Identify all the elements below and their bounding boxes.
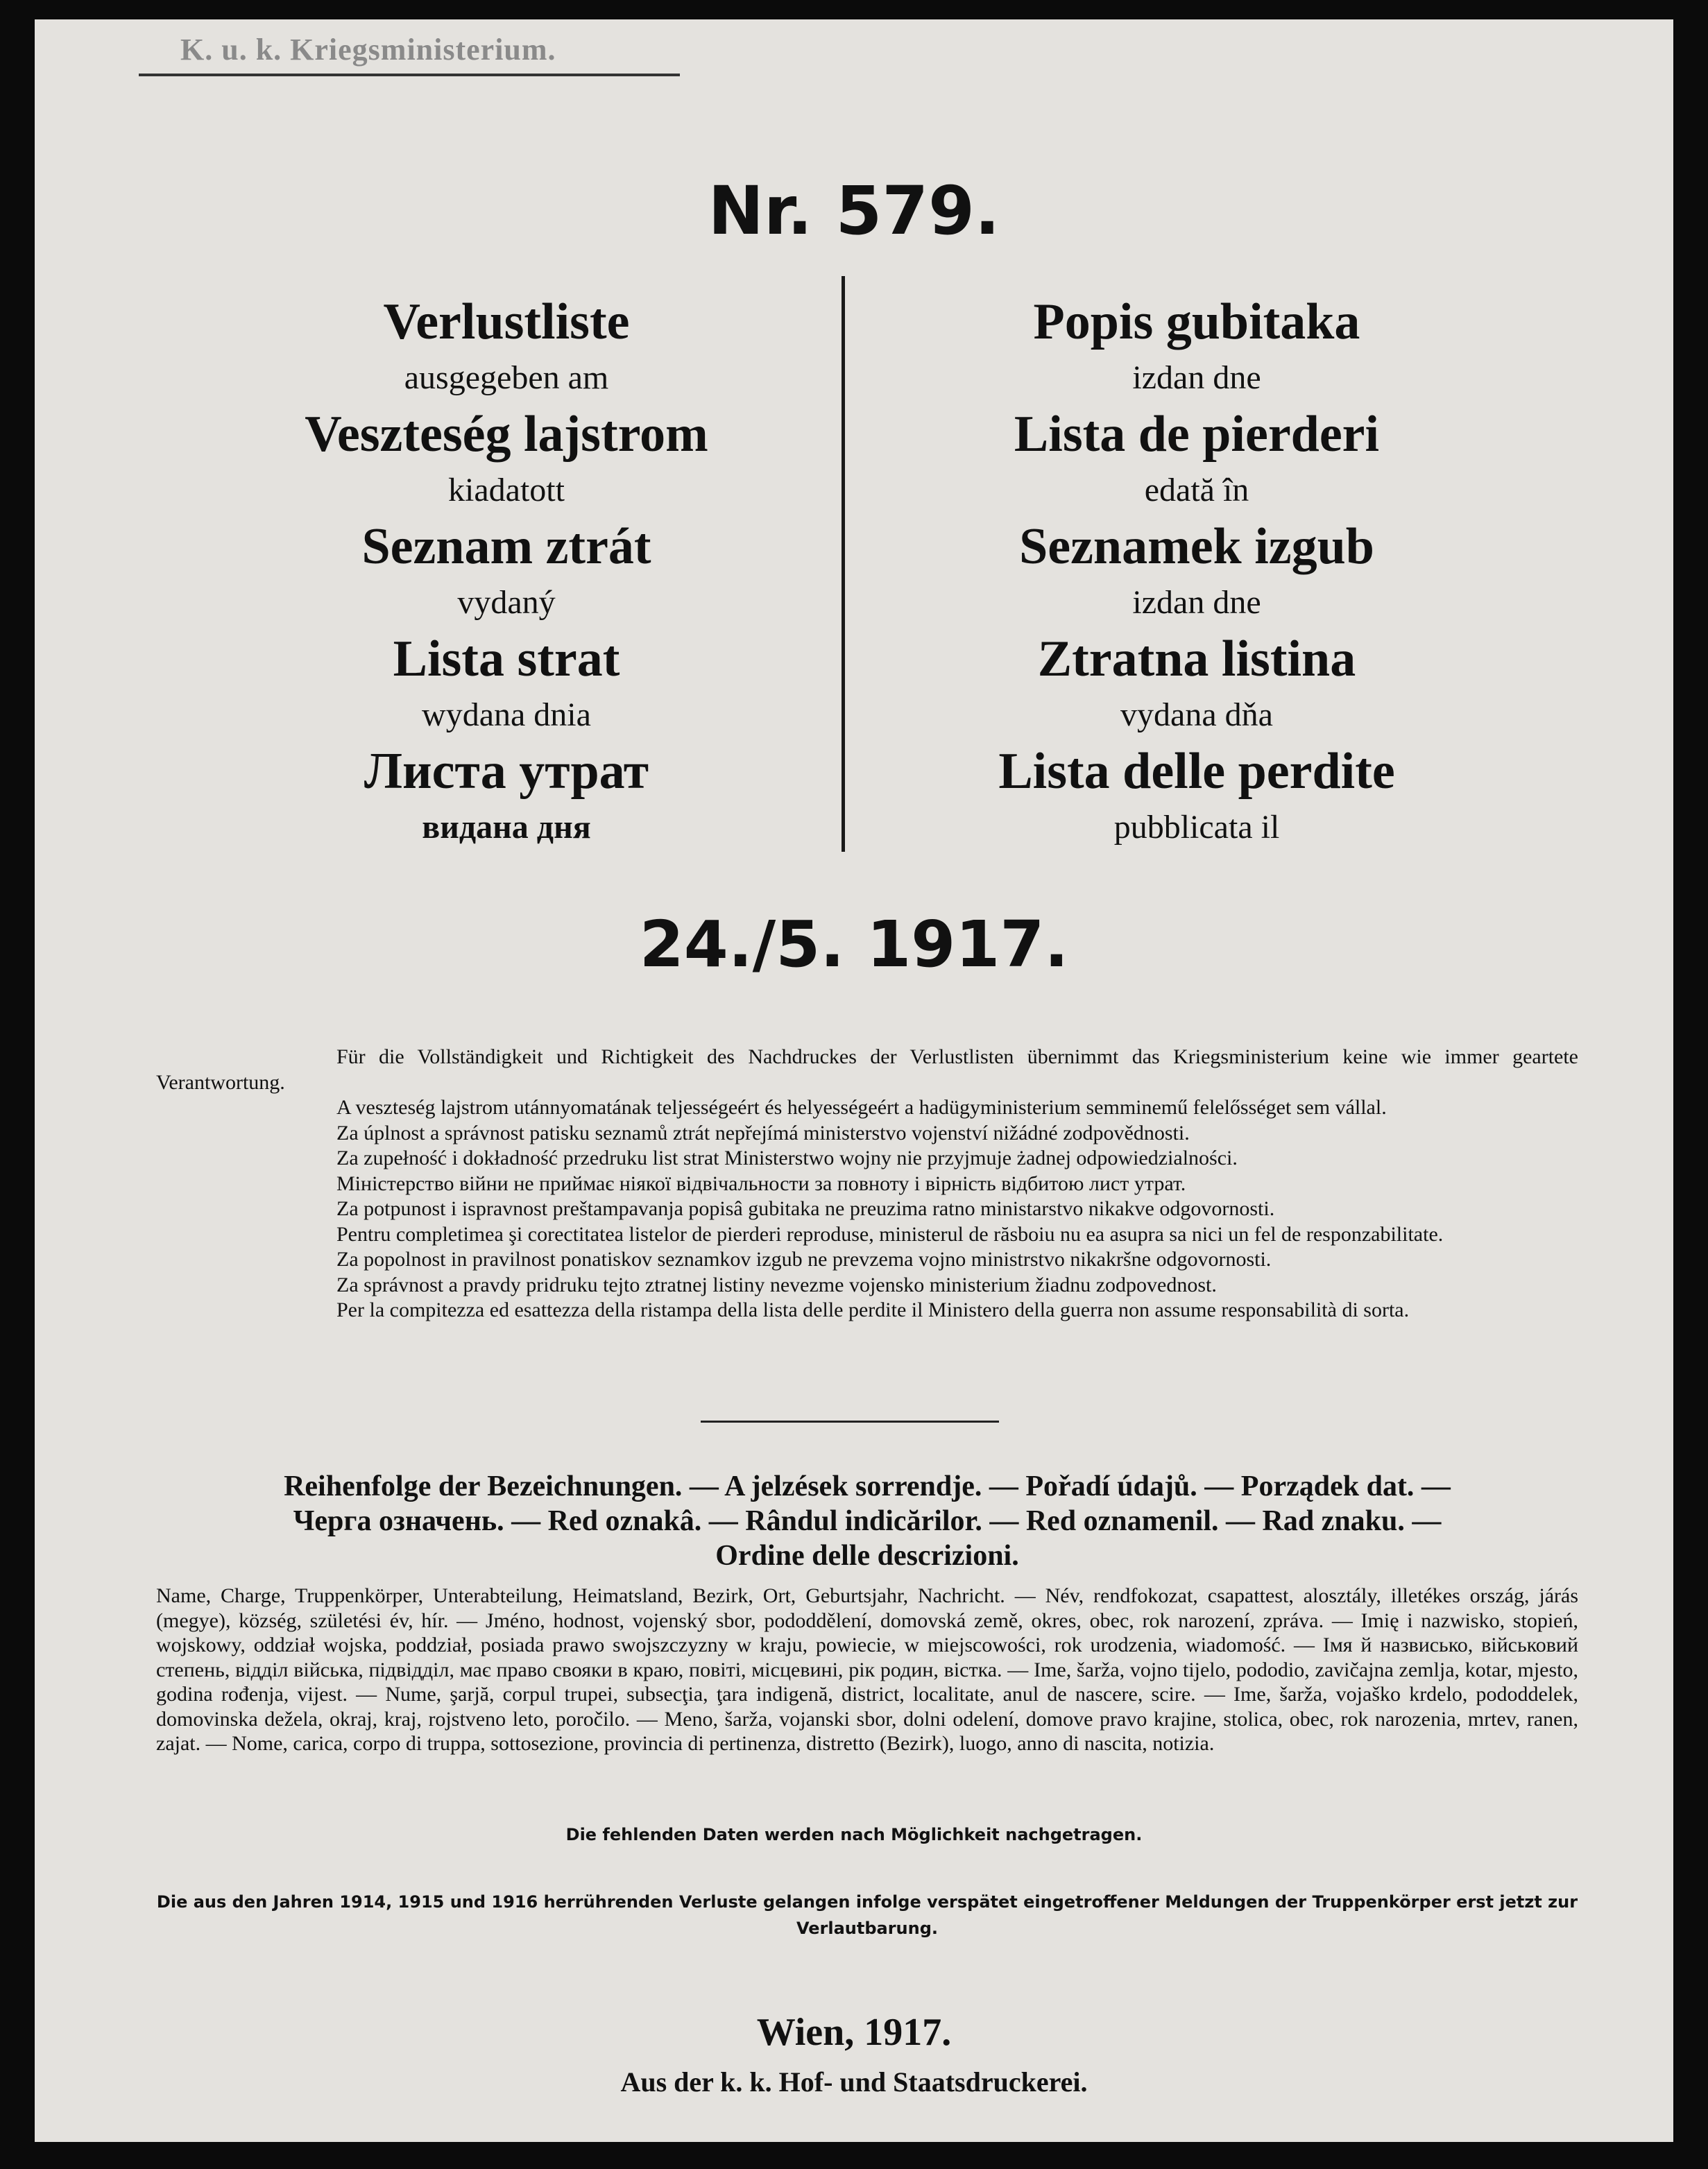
disclaimer-it: Per la compitezza ed esattezza della ristampa della lista delle perdite il Ministero della guerra non assume responsabilità di sorta.: [336, 1298, 1410, 1321]
disclaimer-hr: Za potpunost i ispravnost preštampavanja popisâ gubitaka ne preuzima ratno ministarstvo nikakve odgovornosti.: [336, 1197, 1275, 1220]
subtitle-sl: izdan dne: [1132, 584, 1261, 621]
subtitle-sk: vydana dňa: [1120, 696, 1273, 733]
subtitle-it: pubblicata il: [1113, 809, 1280, 846]
subtitle-hu: kiadatott: [448, 472, 565, 508]
imprint-place: Wien, 1917.: [756, 2011, 952, 2054]
disclaimer-block: [156, 1045, 1578, 1323]
disclaimer-hu: A veszteség lajstrom utánnyomatának teljességeért és helyességeért a hadügyministerium semminemű felelősséget sem vállal.: [336, 1096, 1387, 1119]
title-pl: Lista strat: [393, 631, 620, 687]
title-sk: Ztratna listina: [1037, 631, 1356, 687]
disclaimer-sl: Za popolnost in pravilnost ponatiskov seznamkov izgub ne prevzema vojno ministrstvo nikakršne odgovornosti.: [336, 1248, 1272, 1271]
title-uk: Листа утрат: [364, 743, 649, 800]
title-column-left: [160, 290, 853, 852]
title-cs: Seznam ztrát: [361, 518, 651, 575]
title-sl: Seznamek izgub: [1019, 518, 1374, 575]
title-de: Verlustliste: [383, 293, 630, 350]
title-hu: Veszteség lajstrom: [305, 406, 708, 463]
subtitle-de: ausgegeben am: [404, 359, 609, 396]
ministry-header: K. u. k. Kriegsministerium.: [180, 33, 556, 67]
publication-date: 24./5. 1917.: [639, 907, 1069, 981]
title-ro: Lista de pierderi: [1014, 406, 1380, 463]
disclaimer-pl: Za zupełność i dokładność przedruku list strat Ministerstwo wojny nie przyjmuje żadnej odpowiedzialności.: [336, 1147, 1238, 1169]
document-page: [35, 19, 1673, 2142]
title-it: Lista delle perdite: [998, 743, 1395, 800]
subtitle-ro: edată în: [1144, 472, 1249, 508]
order-heading-line: Черга означень. — Red oznakâ. — Rândul indicărilor. — Red oznamenil. — Rad znaku. —: [293, 1505, 1442, 1537]
disclaimer-de: Für die Vollständigkeit und Richtigkeit des Nachdruckes der Verlustlisten übernimmt das Kriegsministerium keine wie immer geartete Verantwortung.: [156, 1045, 1578, 1094]
subtitle-pl: wydana dnia: [422, 696, 591, 733]
subtitle-cs: vydaný: [457, 584, 556, 621]
order-heading: [156, 1469, 1578, 1573]
subtitle-uk: видана дня: [422, 809, 591, 846]
title-hr: Popis gubitaka: [1033, 293, 1360, 350]
order-heading-line: Reihenfolge der Bezeichnungen. — A jelzések sorrendje. — Pořadí údajů. — Porządek dat. —: [284, 1471, 1451, 1502]
subtitle-hr: izdan dne: [1132, 359, 1261, 396]
disclaimer-sk: Za správnost a pravdy pridruku tejto ztratnej listiny nevezme vojensko ministerium žiadnu zodpovednost.: [336, 1273, 1217, 1296]
section-divider: [701, 1421, 999, 1423]
missing-data-note: Die fehlenden Daten werden nach Möglichkeit nachgetragen.: [565, 1825, 1143, 1844]
disclaimer-ro: Pentru completimea şi corectitatea listelor de pierderi reproduse, ministerul de răsboiu nu ea asupra sa nici un fel de responzabilitate.: [336, 1222, 1444, 1246]
imprint-printer: Aus der k. k. Hof- und Staatsdruckerei.: [620, 2066, 1088, 2098]
header-underline: [139, 74, 680, 76]
issue-number: Nr. 579.: [708, 172, 1000, 250]
order-heading-line: Ordine delle descrizioni.: [715, 1540, 1019, 1572]
field-descriptions: Name, Charge, Truppenkörper, Unterabteilung, Heimatsland, Bezirk, Ort, Geburtsjahr, Nachricht. — Név, rendfokozat, csapattest, alosztály, illetékes ország, járás (megye), község, születési év, hír. — Jméno, hodnost, vojenský sbor, pododdělení, domovská země, okres, obec, rok narození, zpráva. — Imię i nazwisko, stopień, wojskowy, oddział wojska, poddział, posiada prawo swojszczyzny w kraju, powiecie, w miejscowości, rok urodzenia, wiadomość. — Імя й назвисько, військовий степень, відділ війська, підвідділ, має право свояки в краю, повіті, місцевині, рік родин, вістка. — Ime, šarža, vojno tijelo, pododio, zavičajna zemlja, kotar, mjesto, godina rođenja, vijest. — Nume, şarjă, corpul trupei, subsecţia, ţara indigenă, district, localitate, anul de nascere, scire. — Ime, šarža, vojaško krdelo, pododdelek, domovinska dežela, okraj, kraj, rojstveno leto, poročilo. — Meno, šarža, vojanski sbor, dolni odelení, domove pravo krajine, stolica, obec, rok narozenia, mrtev, ranen, zajat. — Nome, carica, corpo di truppa, sottosezione, provincia di pertinenza, distretto (Bezirk), luogo, anno di nascita, notizia.: [156, 1584, 1578, 1755]
disclaimer-uk: Міністерство війни не приймає ніякої відвічальности за повноту і вірність відбитою лист утрат.: [336, 1172, 1186, 1195]
disclaimer-cs: Za úplnost a správnost patisku seznamů ztrát nepřejímá ministerstvo vojenství nižádné zodpovědnosti.: [336, 1121, 1190, 1144]
title-column-right: [850, 290, 1544, 852]
late-losses-note: Die aus den Jahren 1914, 1915 und 1916 herrührenden Verluste gelangen infolge verspätet eingetroffener Meldungen der Truppenkörper erst jetzt zur Verlautbarung.: [156, 1892, 1578, 1938]
column-divider: [842, 276, 845, 852]
